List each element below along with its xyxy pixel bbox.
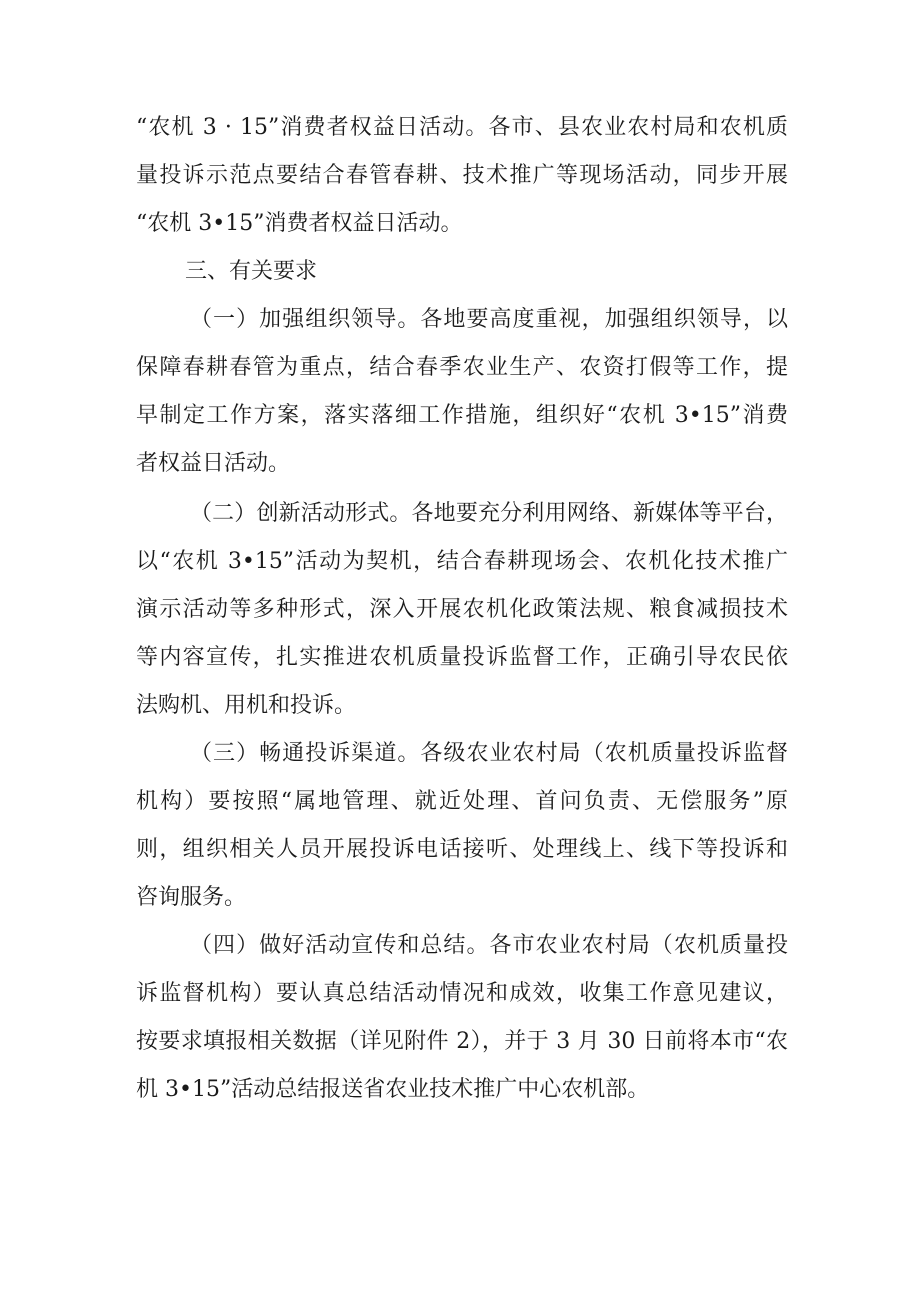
paragraph-line: 咨询服务。 bbox=[136, 885, 247, 910]
paragraph-line: 诉监督机构）要认真总结活动情况和成效，收集工作意见建议， bbox=[136, 981, 788, 1006]
paragraph-line: 等内容宣传，扎实推进农机质量投诉监督工作，正确引导农民依 bbox=[136, 645, 788, 670]
paragraph-line: （三）畅通投诉渠道。各级农业农村局（农机质量投诉监督 bbox=[190, 741, 788, 766]
paragraph-line: “农机 3 · 15”消费者权益日活动。各市、县农业农村局和农机质 bbox=[136, 115, 788, 140]
paragraph-line: 早制定工作方案，落实落细工作措施，组织好“农机 3•15”消费 bbox=[136, 403, 788, 428]
paragraph-line: 机 3•15”活动总结报送省农业技术推广中心农机部。 bbox=[136, 1077, 650, 1102]
paragraph-line: 演示活动等多种形式，深入开展农机化政策法规、粮食减损技术 bbox=[136, 597, 788, 622]
section-heading: 三、有关要求 bbox=[185, 259, 318, 284]
paragraph-line: 者权益日活动。 bbox=[136, 451, 291, 476]
paragraph-line: （一）加强组织领导。各地要高度重视，加强组织领导，以 bbox=[190, 307, 788, 332]
paragraph-line: 则，组织相关人员开展投诉电话接听、处理线上、线下等投诉和 bbox=[136, 837, 788, 862]
paragraph-line: “农机 3•15”消费者权益日活动。 bbox=[136, 211, 463, 236]
paragraph-line: 按要求填报相关数据（详见附件 2），并于 3 月 30 日前将本市“农 bbox=[136, 1029, 788, 1054]
paragraph-line: 以“农机 3•15”活动为契机，结合春耕现场会、农机化技术推广 bbox=[136, 549, 788, 574]
paragraph-line: （四）做好活动宣传和总结。各市农业农村局（农机质量投 bbox=[190, 933, 788, 958]
paragraph-line: 机构）要按照“属地管理、就近处理、首问负责、无偿服务”原 bbox=[136, 789, 788, 814]
paragraph-line: 量投诉示范点要结合春管春耕、技术推广等现场活动，同步开展 bbox=[136, 163, 788, 188]
paragraph-line: （二）创新活动形式。各地要充分利用网络、新媒体等平台， bbox=[190, 501, 788, 526]
paragraph-line: 保障春耕春管为重点，结合春季农业生产、农资打假等工作，提 bbox=[136, 355, 788, 380]
paragraph-line: 法购机、用机和投诉。 bbox=[136, 693, 357, 718]
